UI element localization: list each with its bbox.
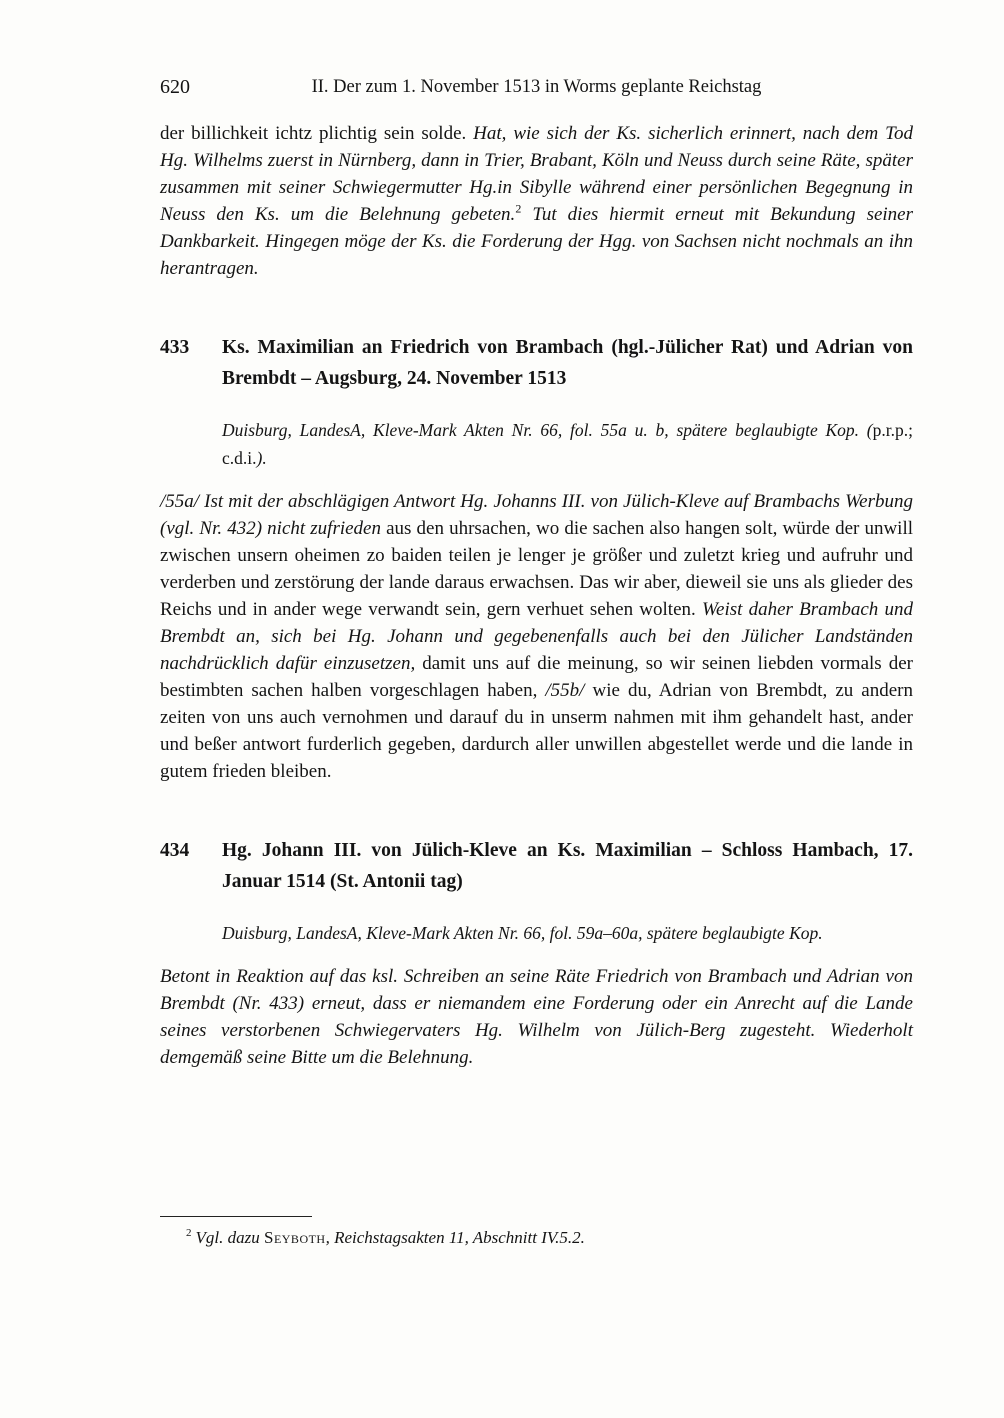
entry-433-number: 433 <box>160 337 190 358</box>
entry-434-summary: Betont in Reaktion auf das ksl. Schreiben an seine Räte Friedrich von Brambach und Adrian von Brembdt (Nr. 433) erneut, dass er niemandem eine Forderung oder ein Anrecht auf die Lande seines verstorbenen Schwiegervaters Hg. Wilhelm von Jülich-Berg zugesteht. Wiederholt demgemäß seine Bitte um die Belehnung. <box>160 966 913 1068</box>
entry-433-source-archive: Duisburg, LandesA, Kleve-Mark Akten Nr. 66, fol. 55a u. b, spätere beglaubigte Kop. ( <box>222 420 873 440</box>
footnote-2-author-name: Seyboth <box>263 1228 326 1247</box>
entry-433-source-line <box>222 416 913 472</box>
entry-434-heading <box>160 835 913 897</box>
footnote-reference-mark: 2 <box>515 201 522 216</box>
entry-433-regest-segment: /55a/ Ist mit der abschlägigen Antwort Hg. Johanns III. von Jülich-Kleve auf Brambachs Werbung (vgl. Nr. 432) nicht zufrieden <box>160 491 913 539</box>
footnote-2-marker: 2 <box>186 1227 192 1240</box>
entry-434-source-archive: Duisburg, LandesA, Kleve-Mark Akten Nr. 66, fol. 59a–60a, spätere beglaubigte Kop. <box>222 923 823 943</box>
entry-434-number: 434 <box>160 840 190 861</box>
entry-433-quote-segment-3: wie du, Adrian von Brembdt, zu andern zeiten von uns auch vernohmen und darauf du in unserm nahmen mit ihm gehandelt hast, ander und beßer antwort furderlich gegeben, dardurch aller unwillen abgestellet werde und die lande in gutem frieden bleiben. <box>160 680 913 782</box>
running-header <box>160 76 913 106</box>
entry-433-regest-segment-2: Weist daher Brambach und Brembdt an, sich bei Hg. Johann und gegebenenfalls auch bei den Jülicher Landständen nachdrücklich dafür einzusetzen, <box>160 599 913 674</box>
intro-quote-text: der billichkeit ichtz plichtig sein solde. <box>160 123 474 144</box>
entry-433-title: Ks. Maximilian an Friedrich von Brambach (hgl.-Jülicher Rat) und Adrian von Brembdt – Augsburg, 24. November 1513 <box>222 337 913 389</box>
entry-434-title: Hg. Johann III. von Jülich-Kleve an Ks. Maximilian – Schloss Hambach, 17. Januar 1514 (St. Antonii tag) <box>222 840 913 892</box>
footnote-separator-rule <box>160 1216 312 1217</box>
entry-433-heading <box>160 332 913 394</box>
intro-summary-text: Hat, wie sich der Ks. sicherlich erinnert, nach dem Tod Hg. Wilhelms zuerst in Nürnberg, dann in Trier, Brabant, Köln und Neuss durch seine Räte, später zusammen mit seiner Schwiegermutter Hg.in Sibylle während einer persönlichen Begegnung in Neuss den Ks. um die Belehnung gebeten. <box>160 123 913 225</box>
intro-summary-text-continued: Tut dies hiermit erneut mit Bekundung seiner Dankbarkeit. Hingegen möge der Ks. die Forderung der Hgg. von Sachsen nicht nochmals an ihn herantragen. <box>160 204 914 279</box>
entry-433-source-abbreviations: p.r.p.; c.d.i. <box>222 420 913 468</box>
entry-433-folio-marker: /55b/ <box>545 680 593 701</box>
entry-433 <box>160 332 913 785</box>
entry-433-source-close: ). <box>256 448 267 468</box>
page-number: 620 <box>160 76 190 98</box>
footnote-area <box>160 1216 913 1250</box>
intro-paragraph <box>160 120 913 282</box>
entry-434 <box>160 835 913 1071</box>
entry-433-body <box>160 488 913 785</box>
footnote-2-text-continued: , Reichstagsakten 11, Abschnitt IV.5.2. <box>325 1228 585 1247</box>
running-head-title: II. Der zum 1. November 1513 in Worms geplante Reichstag <box>311 77 762 97</box>
entry-434-source-line <box>222 919 913 947</box>
entry-433-quote-segment: aus den uhrsachen, wo die sachen also hangen solt, würde der unwill zwischen unsern oheimen zo baiden teilen je lenger je größer und zuletzt krieg und aufruhr und verderben und zerstörung der lande daraus erwachsen. Das wir aber, dieweil sie uns als glieder des Reichs und in ander wege verwandt sein, gern verhuet sehen wolten. <box>160 518 913 620</box>
footnote-2 <box>160 1226 913 1250</box>
footnote-2-text: Vgl. dazu <box>195 1228 264 1247</box>
text-block <box>160 76 913 1071</box>
entry-433-quote-segment-2: damit uns auf die meinung, so wir seinen liebden vormals der bestimbten sachen halben vorgeschlagen haben, <box>160 653 913 701</box>
